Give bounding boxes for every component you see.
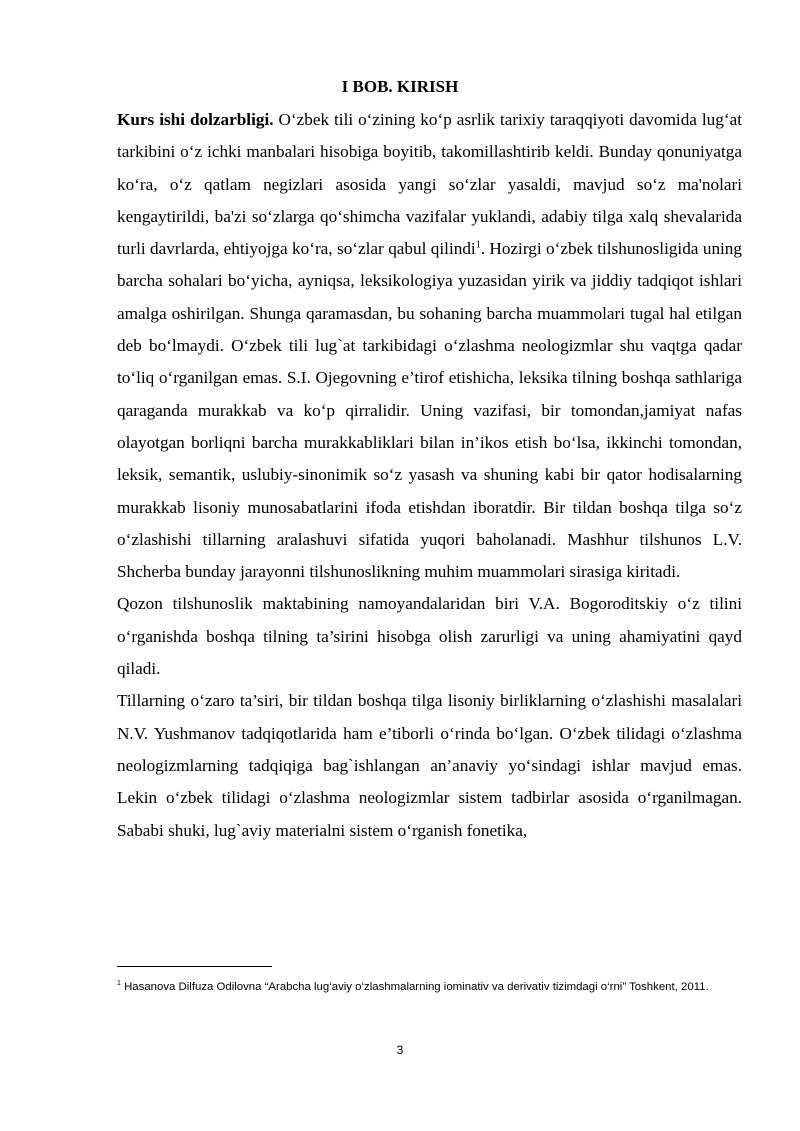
footnote-reference[interactable]: 1 [475, 239, 481, 251]
main-text [117, 104, 742, 847]
chapter-heading: I BOB. KIRISH [341, 77, 459, 96]
footnote-separator [117, 966, 272, 967]
footnote-marker: 1 [117, 980, 121, 988]
paragraph-language-influence: Tillarning o‘zaro ta’siri, bir tildan boshqa tilga lisoniy birliklarning o‘zlashishi masalalari N.V. Yushmanov tadqiqotlarida ham e’tiborli o‘rinda bo‘lgan. O‘zbek tilidagi o‘zlashma neologizmlarning tadqiqiga bag`ishlangan an’anaviy yo‘sindagi ishlar mavjud emas. Lekin o‘zbek tilidagi o‘zlashma neologizmlar sistem tadbirlar asosida o‘rganilmagan. Sababi shuki, lug`aviy materialni sistem o‘rganish fonetika, [117, 691, 742, 840]
paragraph-relevance [117, 104, 742, 588]
footnote [117, 978, 742, 996]
paragraph-text: O‘zbek tili o‘zining ko‘p asrlik tarixiy taraqqiyoti davomida lug‘at tarkibini o‘z ichki manbalari hisobiga boyitib, takomillashtirib keldi. Bunday qonuniyatga ko‘ra, o‘z qatlam negizlari asosida yangi so‘zlar yasaldi, mavjud so‘z ma'nolari kengaytirildi, ba'zi so‘zlarga qo‘shimcha vazifalar yuklandi, adabiy tilga xalq shevalarida turli davrlarda, ehtiyojga ko‘ra, so‘zlar qabul qilindi [117, 110, 742, 259]
page-number: 3 [396, 1043, 404, 1057]
paragraph-kazan-school: Qozon tilshunoslik maktabining namoyandalaridan biri V.A. Bogoroditskiy o‘z tilini o‘rganishda boshqa tilning ta’sirini hisobga olish zarurligi va uning ahamiyatini qayd qiladi. [117, 594, 742, 679]
paragraph-lead: Kurs ishi dolzarbligi. [117, 110, 274, 129]
paragraph-text: . Hozirgi o‘zbek tilshunosligida uning barcha sohalari bo‘yicha, ayniqsa, leksikologiya yuzasidan yirik va jiddiy tadqiqot ishlari amalga oshirilgan. Shunga qaramasdan, bu sohaning barcha muammolari tugal hal etilgan deb bo‘lmaydi. O‘zbek tili lug`at tarkibidagi o‘zlashma neologizmlar shu vaqtga qadar to‘liq o‘rganilgan emas. S.I. Ojegovning e’tirof etishicha, leksika tilning boshqa sathlariga qaraganda murakkab va ko‘p qirralidir. Uning vazifasi, bir tomondan,jamiyat nafas olayotgan borliqni barcha murakkabliklari bilan in’ikos etish bo‘lsa, ikkinchi tomondan, leksik, semantik, uslubiy-sinonimik so‘z yasash va shuning kabi bir qator hodisalarning murakkab lisoniy munosabatlarini ifoda etishdan iboratdir. Bir tildan boshqa tilga so‘z o‘zlashishi tillarning aralashuvi sifatida yuqori baholanadi. Mashhur tilshunos L.V. Shcherba bunday jarayonni tilshunoslikning muhim muammolari sirasiga kiritadi. [117, 239, 742, 582]
footnote-text: Hasanova Dilfuza Odilovna “Arabcha lug‘aviy o‘zlashmalarning iominativ va derivativ tizimdagi o‘rni” Toshkent, 2011. [120, 981, 709, 993]
